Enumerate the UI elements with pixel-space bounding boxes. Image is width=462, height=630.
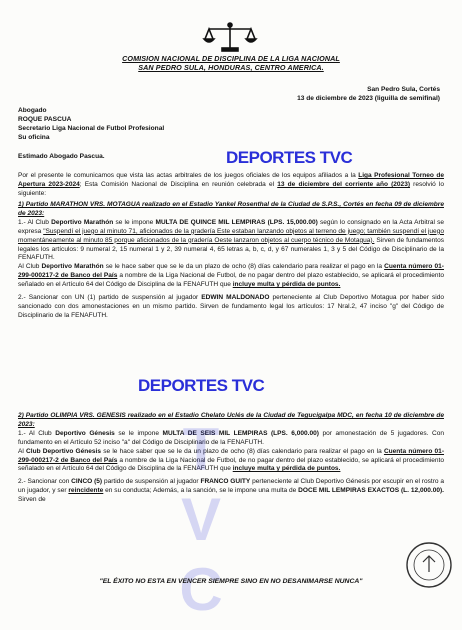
svg-text:V: V — [180, 486, 222, 553]
watermark-logo: DEPORTES TVC — [226, 148, 353, 167]
match-1-payment: Al Club Deportivo Marathón se le hace saber que se le da un plazo de ocho (8) días calendario para realizar el pago en la Cuenta número 01-299-000217-2 de Banco del País a nombre de la Liga Nacional de Futbol, de no pagar dentro del plazo establecido, se aplicará el procedimiento señalado en el Artículo 64 del Código de Disciplina de la FENAFUTH que incluye multa y pérdida de puntos. — [18, 263, 445, 289]
svg-text:T: T — [182, 416, 220, 483]
match-2-item-1: 1.- Al Club Deportivo Génesis se le impone MULTA DE SEIS MIL LEMPIRAS (LPS. 6,000.00) por amonestación de 5 jugadores. Con fundamento en el Artículo 52 inciso "a" del Código de Disciplinario de la FENAFUTH. — [18, 429, 444, 446]
scales-of-justice-icon — [201, 22, 259, 54]
match-2-title: 2) Partido OLIMPIA VRS. GENESIS realizado en el Estadio Chelato Uclés de la Ciudad de Tegucigalpa MDC, en fecha 10 de diciembre de 2023: — [18, 412, 444, 428]
watermark-logo-2: DEPORTES TVC — [138, 376, 265, 395]
place-text: San Pedro Sula, Cortés — [367, 86, 440, 93]
footer-motto: "EL ÉXITO NO ESTA EN VENCER SIEMPRE SINO EN NO DESANIMARSE NUNCA" — [99, 578, 363, 585]
match-1-item-2: 2.- Sancionar con UN (1) partido de suspensión al jugador EDWIN MALDONADO perteneciente al Club Deportivo Motagua por haber sido sancionado con dos amonestaciones en un mismo partido. Sirven de fundamento legal los artículos: 17 Nral.2, 47 inciso "g" del Código de Disciplinario de la FENAFUTH. — [18, 294, 444, 319]
svg-text:C: C — [179, 556, 223, 620]
match-2-item-2: 2.- Sancionar con CINCO (5) partido de suspensión al jugador FRANCO GUITY perteneciente al Club Deportivo Génesis por escupir en el rostro a un jugador, y ser reincidente en su conducta; Además, a la sanción, se le impone una multa de DOCE MIL LEMPIRAS EXACTOS (L. 12,000.00). Sirven de — [18, 478, 445, 504]
greeting: Estimado Abogado Pascua. — [18, 153, 105, 160]
match-2-payment: Al Club Deportivo Génesis se le hace saber que se le da un plazo de ocho (8) días calendario para realizar el pago en la Cuenta número 01-299-000217-2 de Banco del País a nombre de la Liga Nacional de Futbol, de no pagar dentro del plazo establecido, se aplicará el procedimiento señalado en el Artículo 64 del Código de Disciplina de la FENAFUTH que incluye multa y pérdida de puntos. — [18, 447, 445, 473]
date-text: 13 de diciembre de 2023 (liguilla de semifinal) — [297, 95, 440, 102]
header-title-line1: COMISION NACIONAL DE DISCIPLINA DE LA LIGA NACIONAL — [122, 54, 340, 63]
match-1-section — [18, 201, 444, 321]
header-title-line2: SAN PEDRO SULA, HONDURAS, CENTRO AMERICA. — [138, 63, 324, 72]
intro-paragraph: Por el presente le comunicamos que vista las actas arbitrales de los juegos oficiales de los equipos afiliados a la Liga Profesional Torneo de Apertura 2023-2024; Esta Comisión Nacional de Disciplina en reunión celebrada el 13 de diciembre del corriente año (2023) resolvió lo siguiente: — [18, 172, 444, 197]
match-1-title: 1) Partido MARATHON VRS. MOTAGUA realizado en el Estadio Yankel Rosenthal de la Ciudad de S.P.S., Cortés en fecha 09 de diciembre de 2023: — [18, 201, 444, 217]
recipient-office: Su oficina — [18, 134, 50, 141]
match-1-item-1: 1.- Al Club Deportivo Marathón se le impone MULTA DE QUINCE MIL LEMPIRAS (LPS. 15,000.00) según lo consignado en la Acta Arbitral se expresa "Suspendí el juego al minuto 71, aficionados de la gradería Este estaban lanzando objetos al terreno de juego; también suspendí el juego momentáneamente al minuto 85 porque aficionados de la gradería Oeste lanzaron objetos al cuerpo técnico de Motagua). Sirven de fundamentos legales los artículos: 9 numeral 2, 15 numeral 1 y 2, 39 numeral 4, 65 letras a, b, c, d, y 67 numerales 1, 3 y 5 del Código de Disciplinario de la FENAFUTH. — [18, 218, 445, 262]
recipient-name: ROQUE PASCUA — [18, 116, 72, 123]
recipient-position: Secretario Liga Nacional de Futbol Profesional — [18, 125, 165, 132]
recipient-title: Abogado — [18, 107, 47, 114]
